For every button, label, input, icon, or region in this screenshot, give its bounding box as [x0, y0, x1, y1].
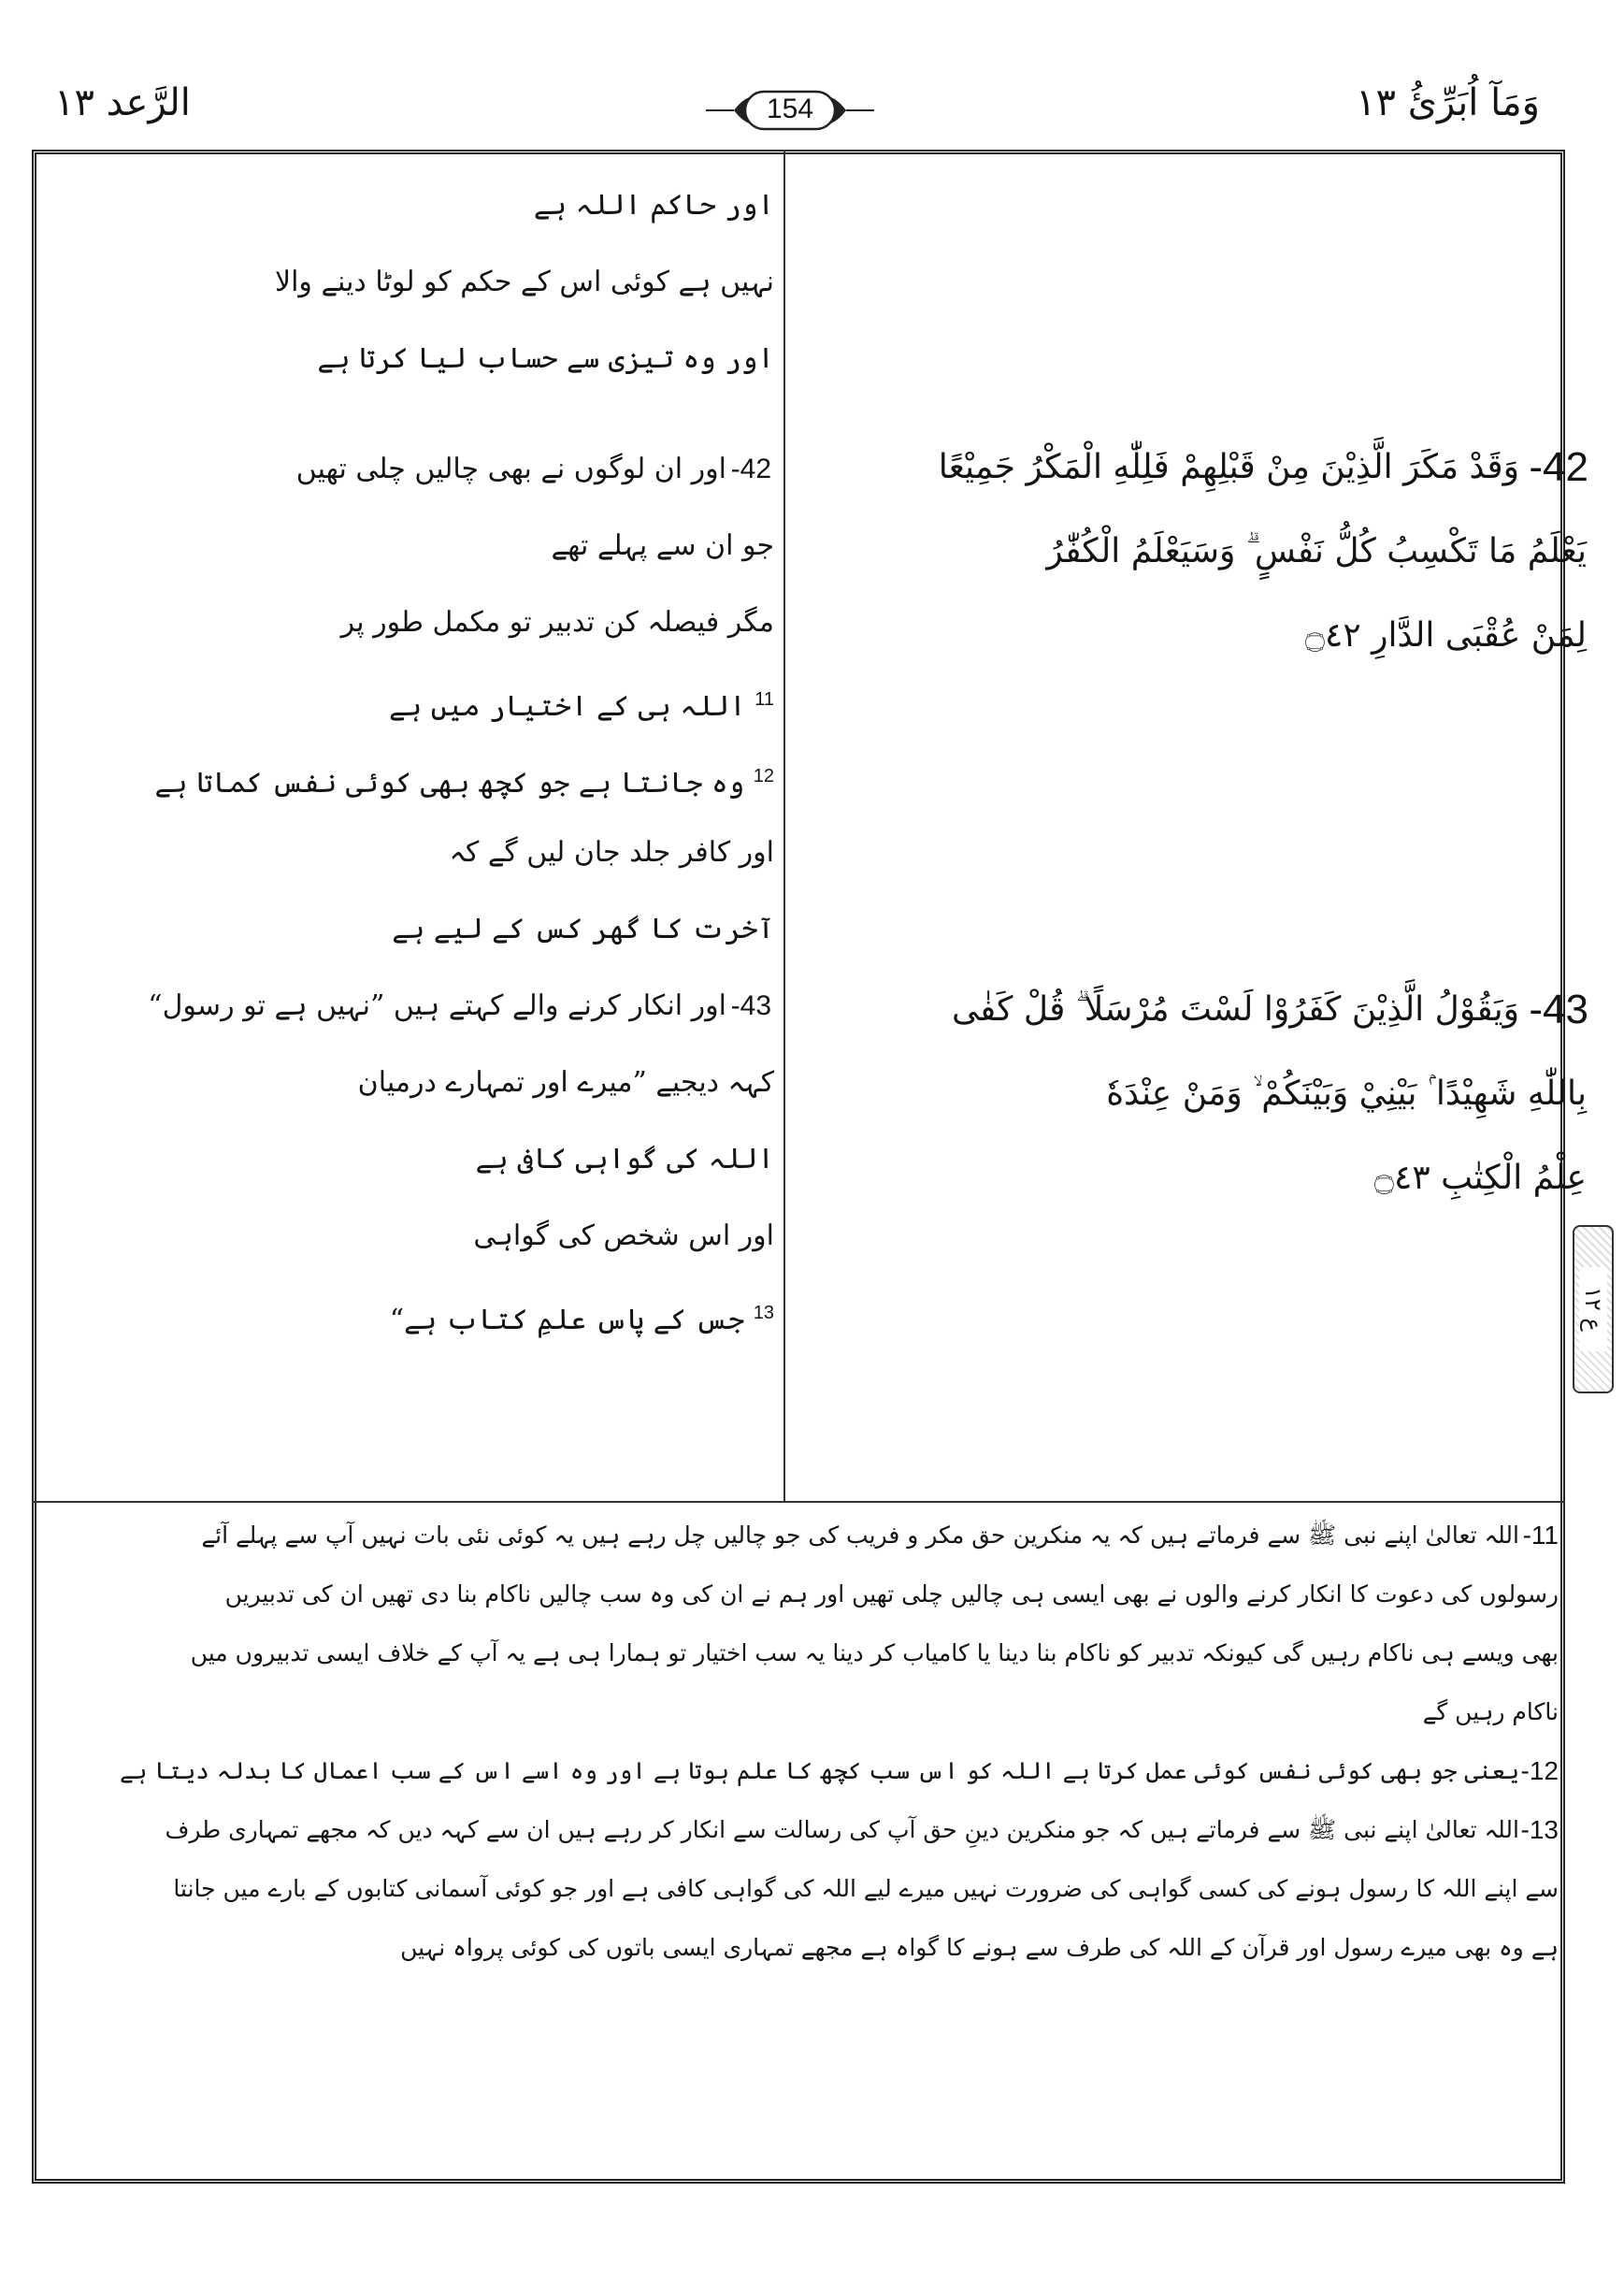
- translation-verse-number-43: -43: [730, 990, 771, 1021]
- translation-line: اللہ کی گواہی کافی ہے: [475, 1143, 774, 1175]
- translation-line: اور وہ تیزی سے حساب لیا کرتا ہے: [317, 342, 774, 375]
- translation-line: آخرت کا گھر کس کے لیے ہے: [392, 913, 774, 945]
- translation-line: اور ان لوگوں نے بھی چالیں چلی تھیں: [295, 453, 726, 485]
- arabic-verse-line: عِلْمُ الْكِتٰبِ ۝٤٣: [1373, 1159, 1587, 1197]
- arabic-verse-number-42: -42: [1529, 444, 1588, 490]
- arabic-verse-line: وَقَدْ مَكَرَ الَّذِيْنَ مِنْ قَبْلِهِمْ فَلِلّٰهِ الْمَكْرُ جَمِيْعًا: [938, 448, 1519, 486]
- header-juz-title: وَمَآ اُبَرِّئُ ۱۳: [1356, 81, 1540, 124]
- arabic-verse-line: بِاللّٰهِ شَهِيْدًا ۢ بَيْنِيْ وَبَيْنَكُمْ ۙ وَمَنْ عِنْدَهٗ: [1106, 1074, 1587, 1113]
- translation-line: $^{13}$ جس کے پاس علمِ کتاب ہے“: [389, 1303, 774, 1336]
- ruku-label: ع ۱۲: [1579, 1267, 1607, 1351]
- footnote-line: اللہ تعالیٰ اپنے نبی ﷺ سے فرماتے ہیں کہ یہ منکرین حق مکر و فریب کی جو چالیں چل رہے ہیں یہ کوئی نئی بات نہیں آپ سے پہلے آئے: [201, 1521, 1519, 1549]
- arabic-verse-line: يَعْلَمُ مَا تَكْسِبُ كُلُّ نَفْسٍ ۗ وَسَيَعْلَمُ الْكُفّٰرُ: [1046, 532, 1587, 570]
- footnote-divider: [32, 1501, 1565, 1503]
- footnote-line: اللہ تعالیٰ اپنے نبی ﷺ سے فرماتے ہیں کہ جو منکرین دینِ حق آپ کی رسالت سے انکار کر رہے ہیں ان سے کہہ دیں کہ مجھے تمہاری طرف: [165, 1816, 1519, 1843]
- translation-line: مگر فیصلہ کن تدبیر تو مکمل طور پر: [340, 606, 774, 639]
- translation-line: کہہ دیجیے ”میرے اور تمہارے درمیان: [357, 1066, 774, 1099]
- translation-line: $^{12}$ وہ جانتا ہے جو کچھ بھی کوئی نفس کماتا ہے: [154, 766, 774, 800]
- footnote-line: رسولوں کی دعوت کا انکار کرنے والوں نے بھی ایسی ہی چالیں چلی تھیں اور ہم نے ان کی وہ سب چالیں ناکام بنا دی تھیں ان کی تدبیریں: [224, 1580, 1559, 1608]
- translation-line: اور کافر جلد جان لیں گے کہ: [449, 836, 774, 869]
- header-surah-title: الرَّعد ۱۳: [54, 81, 191, 124]
- arabic-verse-number-43: -43: [1529, 987, 1588, 1032]
- translation-line: $^{11}$ اللہ ہی کے اختیار میں ہے: [389, 689, 774, 723]
- translation-line: اور اس شخص کی گواہی: [473, 1219, 774, 1252]
- footnote-ref[interactable]: 12: [753, 766, 774, 786]
- footnote-ref[interactable]: 13: [753, 1303, 774, 1323]
- translation-line: اور حاکم اللہ ہے: [533, 189, 774, 222]
- footnote-line: سے اپنے اللہ کا رسول ہونے کی کسی گواہی کی ضرورت نہیں میرے لیے اللہ کی گواہی کافی ہے اور جو کوئی آسمانی کتابوں کے بارے میں جانتا: [173, 1875, 1559, 1902]
- translation-verse-number-42: -42: [730, 454, 771, 484]
- page-number: 154: [766, 94, 814, 124]
- footnote-line: بھی ویسے ہی ناکام رہیں گی کیونکہ تدبیر کو ناکام بنا دینا یا کامیاب کر دینا یہ سب اختیار تو ہمارا ہی ہے یہ آپ کے خلاف ایسی تدبیروں میں: [190, 1639, 1559, 1666]
- translation-line: اور انکار کرنے والے کہتے ہیں ”نہیں ہے تو رسول“: [148, 989, 726, 1022]
- footnote-line: یعنی جو بھی کوئی نفس کوئی عمل کرتا ہے اللہ کو اس سب کچھ کا علم ہوتا ہے اور وہ اسے اس کے سب اعمال کا بدلہ دیتا ہے: [120, 1757, 1519, 1784]
- translation-line: جو ان سے پہلے تھے: [551, 529, 774, 562]
- footnote-line: ہے وہ بھی میرے رسول اور قرآن کے اللہ کی طرف سے ہونے کا گواہ ہے مجھے تمہاری ایسی باتوں کی کوئی پرواہ نہیں: [400, 1934, 1559, 1961]
- footnote-number-12: -12: [1520, 1756, 1559, 1785]
- footnote-ref[interactable]: 11: [755, 689, 774, 710]
- footnote-number-13: -13: [1520, 1815, 1559, 1844]
- footnote-line: ناکام رہیں گے: [1422, 1698, 1559, 1725]
- translation-line: نہیں ہے کوئی اس کے حکم کو لوٹا دینے والا: [274, 266, 774, 298]
- arabic-verse-line: وَيَقُوْلُ الَّذِيْنَ كَفَرُوْا لَسْتَ مُرْسَلًا ۗ قُلْ كَفٰى: [952, 990, 1519, 1029]
- arabic-verse-line: لِمَنْ عُقْبَى الدَّارِ ۝٤٢: [1304, 616, 1587, 655]
- column-divider: [783, 150, 785, 1501]
- footnote-number-11: -11: [1522, 1521, 1559, 1550]
